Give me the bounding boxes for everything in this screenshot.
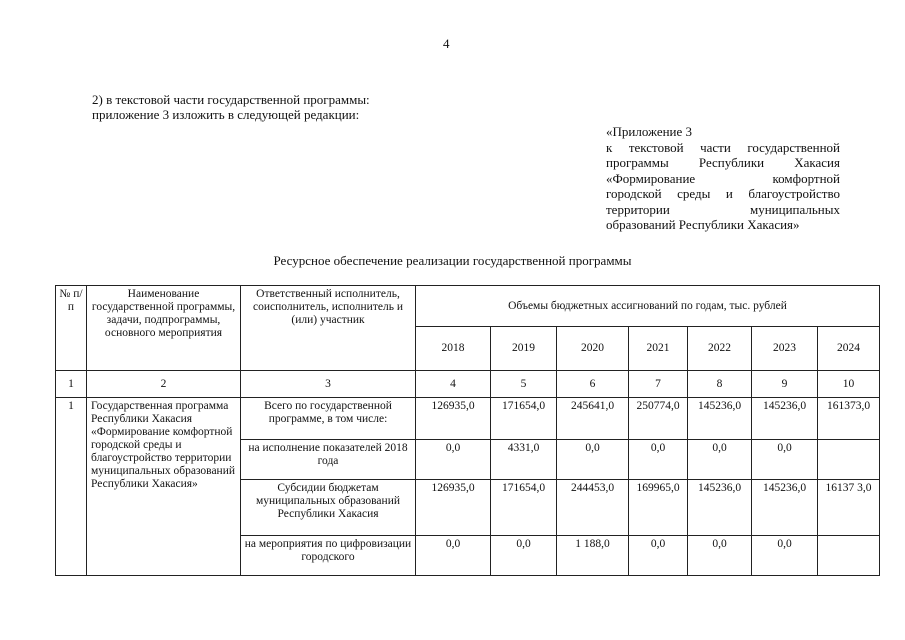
header-num: № п/п (56, 286, 87, 371)
cell-value: 245641,0 (557, 398, 629, 440)
row-label: на мероприятия по цифровизации городского (241, 536, 416, 576)
cell-value: 0,0 (416, 536, 491, 576)
appendix-line: «Приложение 3 (606, 124, 693, 139)
header-budget: Объемы бюджетных ассигнований по годам, тыс. рублей (416, 286, 880, 327)
cell-value: 244453,0 (557, 480, 629, 536)
cell-value: 0,0 (629, 536, 688, 576)
budget-table (55, 285, 880, 576)
year-2022: 2022 (688, 327, 752, 371)
row-label: Всего по государственной программе, в том числе: (241, 398, 416, 440)
program-number: 1 (56, 398, 87, 576)
cell-value: 0,0 (557, 440, 629, 480)
cell-value: 171654,0 (491, 398, 557, 440)
page-number: 4 (443, 36, 450, 51)
appendix-line: к текстовой части государственной (606, 139, 840, 155)
col-number: 6 (557, 371, 629, 398)
year-2021: 2021 (629, 327, 688, 371)
row-label: Субсидии бюджетам муниципальных образований Республики Хакасия (241, 480, 416, 536)
cell-value: 0,0 (688, 536, 752, 576)
cell-value: 171654,0 (491, 480, 557, 536)
cell-value: 145236,0 (752, 480, 818, 536)
header-name: Наименование государственной программы, задачи, подпрограммы, основного мероприятия (87, 286, 241, 371)
appendix-line: образований Республики Хакасия» (606, 217, 800, 232)
cell-value (818, 536, 880, 576)
intro-line-1: 2) в текстовой части государственной программы: (92, 92, 370, 107)
cell-value: 145236,0 (752, 398, 818, 440)
cell-value: 0,0 (752, 440, 818, 480)
appendix-line: «Формирование комфортной (606, 170, 840, 186)
table-row (56, 398, 880, 440)
cell-value: 250774,0 (629, 398, 688, 440)
cell-value: 145236,0 (688, 398, 752, 440)
col-number: 10 (818, 371, 880, 398)
intro-line-2: приложение 3 изложить в следующей редакции: (92, 107, 360, 122)
appendix-header (606, 124, 840, 233)
cell-value: 16137 3,0 (818, 480, 880, 536)
year-2024: 2024 (818, 327, 880, 371)
year-2023: 2023 (752, 327, 818, 371)
cell-value: 4331,0 (491, 440, 557, 480)
appendix-line: городской среды и благоустройство (606, 186, 840, 201)
row-label: на исполнение показателей 2018 года (241, 440, 416, 480)
document-title: Ресурсное обеспечение реализации государственной программы (273, 253, 632, 268)
column-numbers-row (56, 371, 880, 398)
year-2019: 2019 (491, 327, 557, 371)
header-executor: Ответственный исполнитель, соисполнитель, исполнитель и (или) участник (241, 286, 416, 371)
intro-text (92, 92, 370, 122)
cell-value: 169965,0 (629, 480, 688, 536)
col-number: 1 (56, 371, 87, 398)
cell-value: 126935,0 (416, 480, 491, 536)
col-number: 7 (629, 371, 688, 398)
cell-value: 0,0 (752, 536, 818, 576)
appendix-line: программы Республики Хакасия (606, 155, 840, 170)
year-2018: 2018 (416, 327, 491, 371)
header-row (56, 286, 880, 327)
col-number: 3 (241, 371, 416, 398)
cell-value: 126935,0 (416, 398, 491, 440)
col-number: 2 (87, 371, 241, 398)
appendix-line: территории муниципальных (606, 201, 840, 217)
cell-value: 0,0 (688, 440, 752, 480)
col-number: 8 (688, 371, 752, 398)
cell-value: 0,0 (491, 536, 557, 576)
col-number: 4 (416, 371, 491, 398)
cell-value: 145236,0 (688, 480, 752, 536)
col-number: 9 (752, 371, 818, 398)
cell-value: 1 188,0 (557, 536, 629, 576)
year-2020: 2020 (557, 327, 629, 371)
col-number: 5 (491, 371, 557, 398)
cell-value (818, 440, 880, 480)
cell-value: 161373,0 (818, 398, 880, 440)
program-name: Государственная программа Республики Хакасия «Формирование комфортной городской среды и благоустройство территории муниципальных образований Республики Хакасия» (87, 398, 241, 576)
cell-value: 0,0 (629, 440, 688, 480)
cell-value: 0,0 (416, 440, 491, 480)
